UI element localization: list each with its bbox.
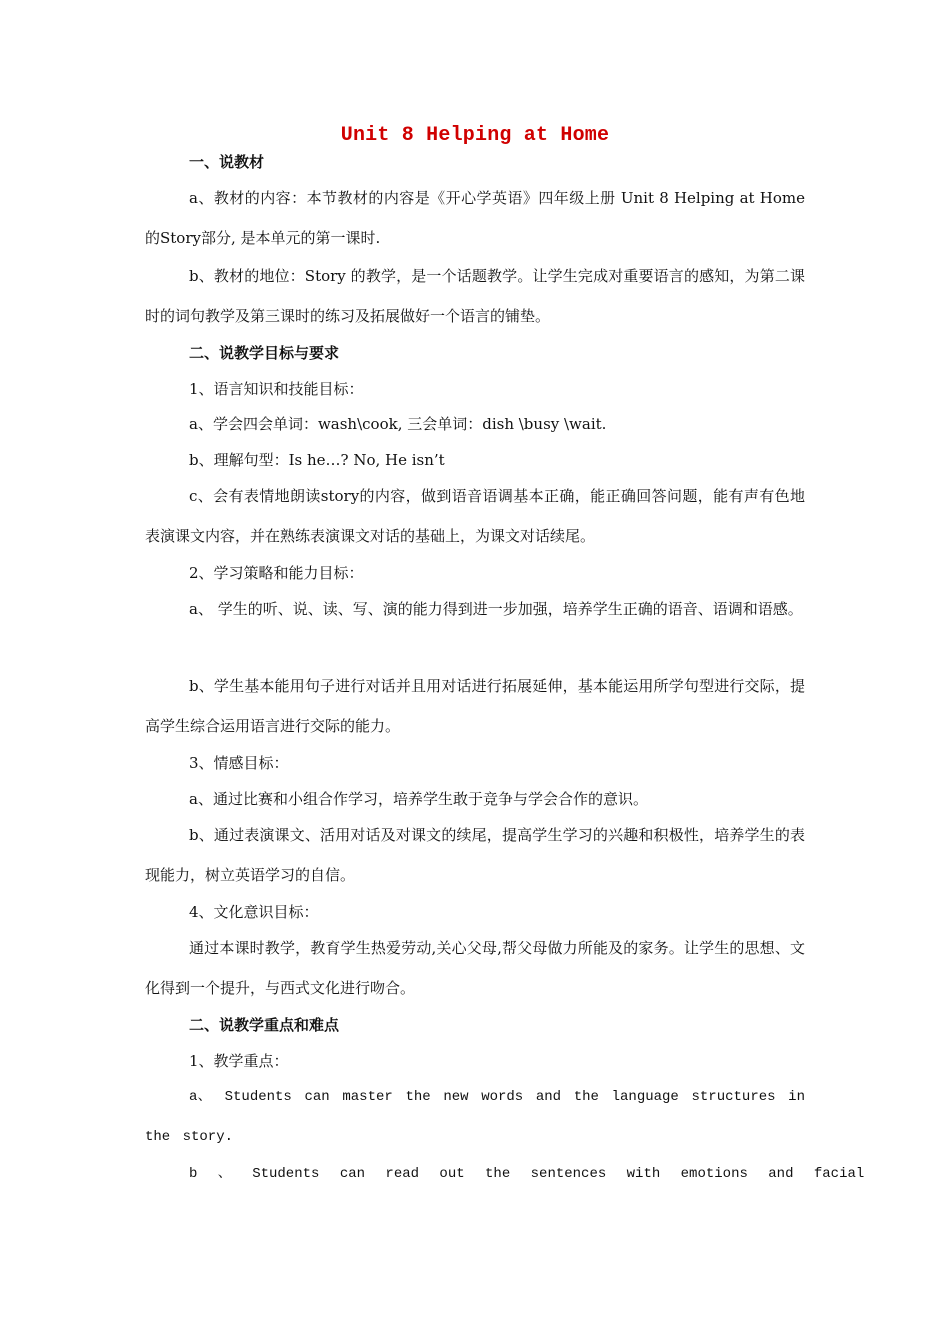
- subheading-strategy-goals: 2、学习策略和能力目标：: [189, 564, 364, 582]
- paragraph-cooperation: a、通过比赛和小组合作学习，培养学生敢于竞争与学会合作的意识。: [189, 790, 648, 808]
- section-heading-textbook: 一、说教材: [189, 153, 265, 171]
- paragraph-focus-b: b 、 Students can read out the sentences with emotions and facial: [189, 1166, 865, 1182]
- paragraph-reading-story: c、会有表情地朗读story的内容，做到语音语调基本正确，能正确回答问题，能有声有色地表演课文内容，并在熟练表演课文对话的基础上，为课文对话续尾。: [145, 487, 805, 545]
- paragraph-sentence-pattern: b、理解句型：Is he…? No, He isn’t: [189, 451, 445, 469]
- paragraph-vocabulary: a、学会四会单词：wash\cook, 三会单词：dish \busy \wait.: [189, 415, 607, 433]
- document-title: Unit 8 Helping at Home: [340, 124, 610, 147]
- paragraph-textbook-content: a、教材的内容：本节教材的内容是《开心学英语》四年级上册 Unit 8 Helping at Home的Story部分, 是本单元的第一课时.: [145, 189, 805, 247]
- section-heading-objectives: 二、说教学目标与要求: [189, 344, 340, 362]
- paragraph-confidence: b、通过表演课文、活用对话及对课文的续尾，提高学生学习的兴趣和积极性，培养学生的表现能力，树立英语学习的自信。: [145, 826, 805, 884]
- subheading-cultural-goals: 4、文化意识目标：: [189, 903, 319, 921]
- paragraph-skills: a、 学生的听、说、读、写、演的能力得到进一步加强，培养学生正确的语音、语调和语感。: [189, 600, 803, 618]
- section-heading-key-points: 二、说教学重点和难点: [189, 1016, 340, 1034]
- subheading-language-goals: 1、语言知识和技能目标：: [189, 380, 364, 398]
- subheading-teaching-focus: 1、教学重点：: [189, 1052, 289, 1070]
- paragraph-focus-a: a、 Students can master the new words and the language structures in the story.: [145, 1089, 805, 1145]
- paragraph-textbook-position: b、教材的地位：Story 的教学，是一个话题教学。让学生完成对重要语言的感知，为第二课时的词句教学及第三课时的练习及拓展做好一个语言的铺垫。: [145, 267, 805, 325]
- paragraph-culture: 通过本课时教学，教育学生热爱劳动,关心父母,帮父母做力所能及的家务。让学生的思想、文化得到一个提升，与西式文化进行吻合。: [145, 939, 805, 997]
- paragraph-communication: b、学生基本能用句子进行对话并且用对话进行拓展延伸，基本能运用所学句型进行交际，提高学生综合运用语言进行交际的能力。: [145, 677, 805, 735]
- subheading-emotional-goals: 3、情感目标：: [189, 754, 289, 772]
